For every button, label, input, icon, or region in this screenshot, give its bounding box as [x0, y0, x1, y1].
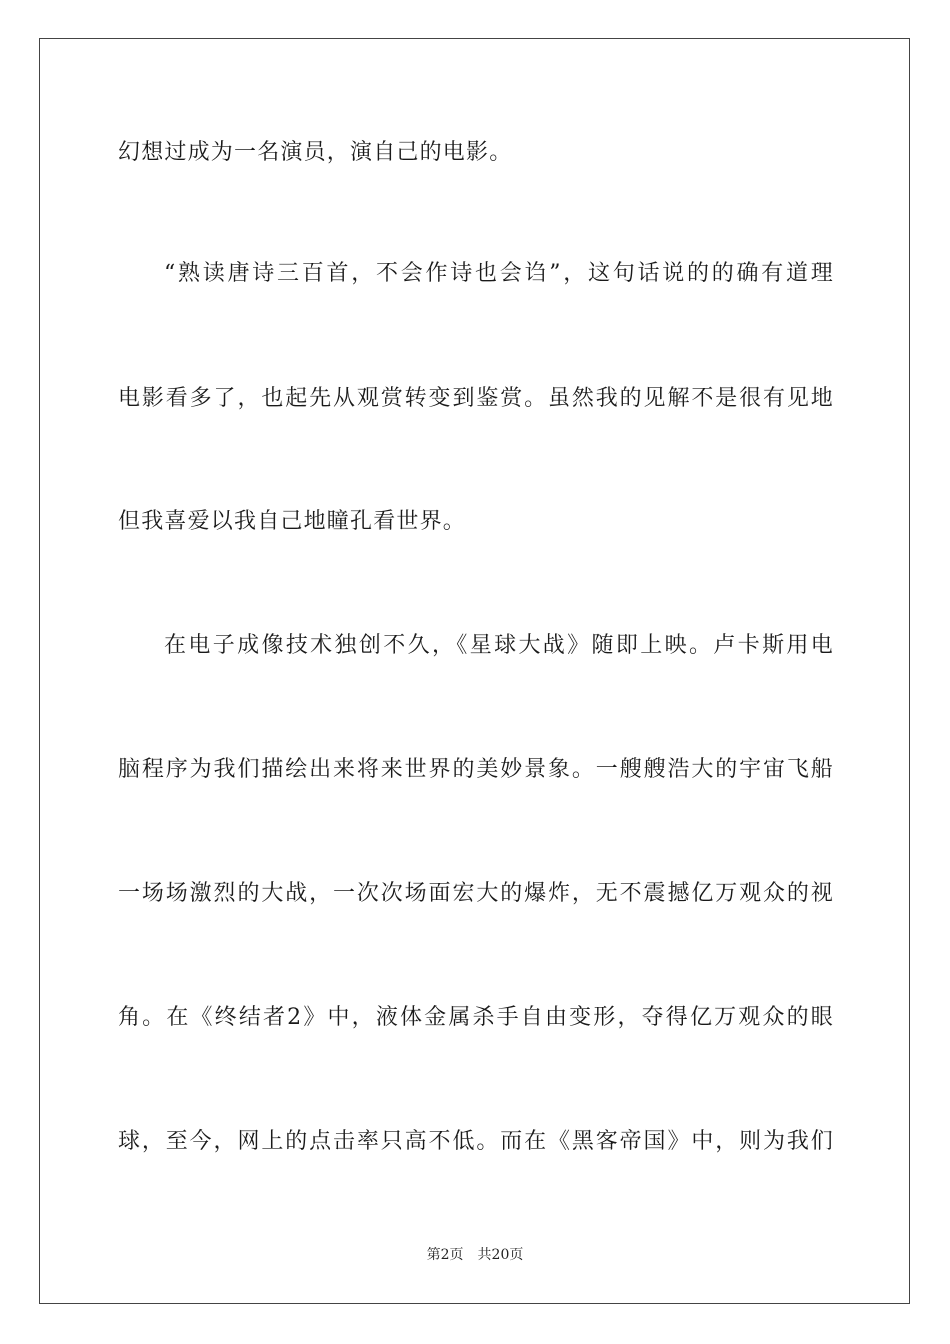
text-line-5: 在电子成像技术独创不久，《星球大战》随即上映。卢卡斯用电 — [164, 633, 834, 658]
text-line-3: 电影看多了，也起先从观赏转变到鉴赏。虽然我的见解不是很有见地 — [118, 386, 834, 411]
text-line-9: 球，至今，网上的点击率只高不低。而在《黑客帝国》中，则为我们 — [118, 1129, 834, 1154]
page-number: 第2页 — [426, 1247, 464, 1263]
text-line-6: 脑程序为我们描绘出来将来世界的美妙景象。一艘艘浩大的宇宙飞船 — [118, 757, 834, 782]
text-line-4: 但我喜爱以我自己地瞳孔看世界。 — [118, 509, 467, 534]
text-line-2: “熟读唐诗三百首，不会作诗也会诌”，这句话说的的确有道理 — [164, 261, 834, 286]
page-footer — [0, 1246, 950, 1264]
text-line-7: 一场场激烈的大战，一次次场面宏大的爆炸，无不震撼亿万观众的视 — [118, 881, 834, 906]
text-line-1: 幻想过成为一名演员，演自己的电影。 — [118, 140, 513, 165]
text-line-8: 角。在《终结者2》中，液体金属杀手自由变形，夺得亿万观众的眼 — [118, 1005, 834, 1030]
page-total: 共20页 — [477, 1247, 524, 1263]
page-border — [39, 38, 910, 1304]
